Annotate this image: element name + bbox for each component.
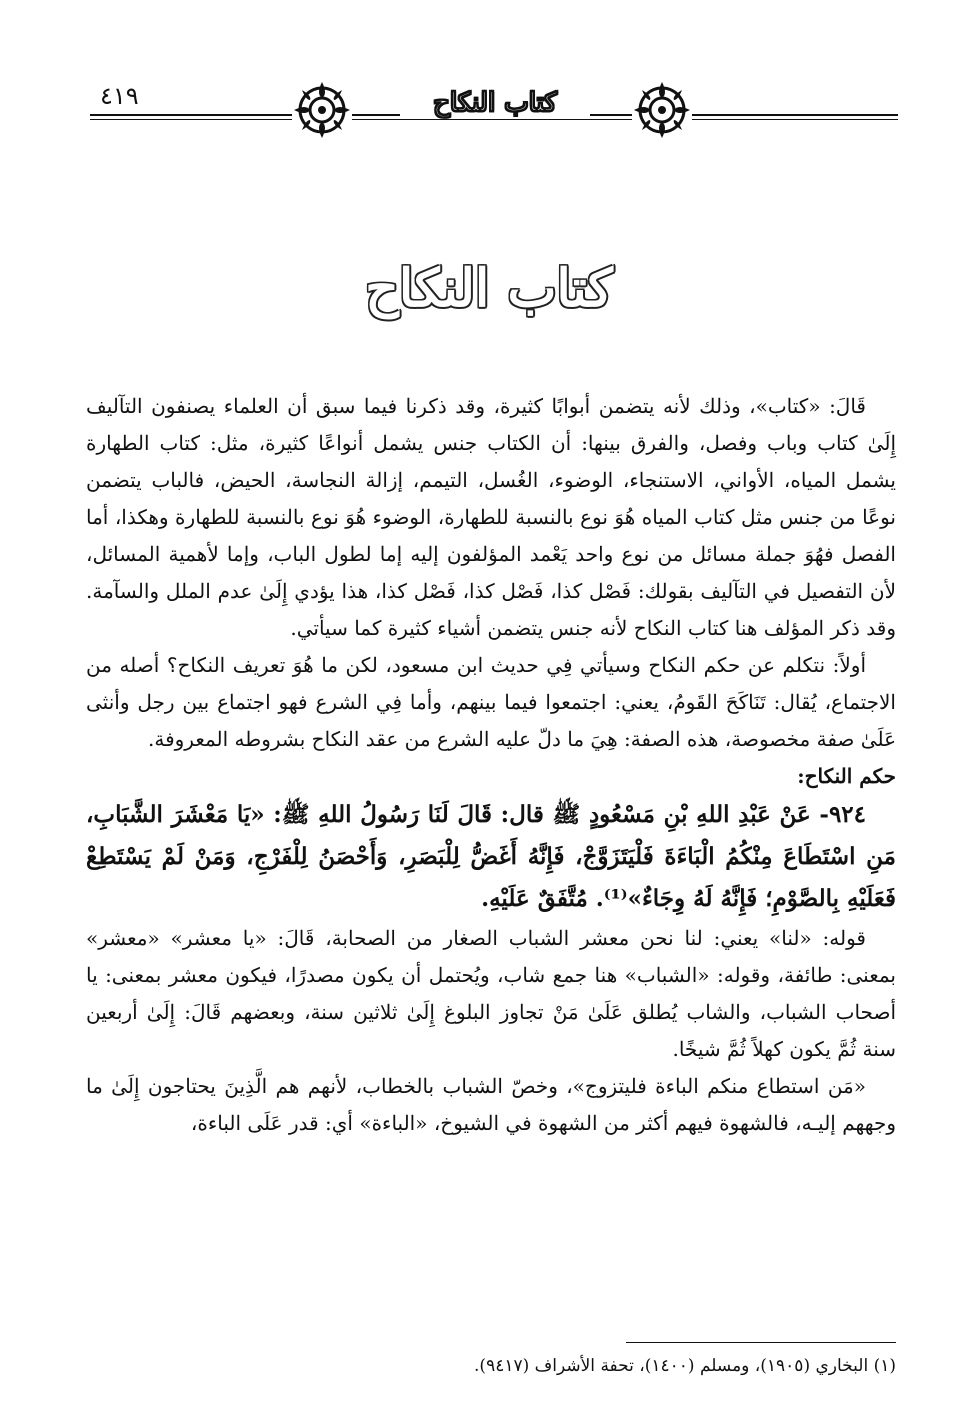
paragraph: أولاً: نتكلم عن حكم النكاح وسيأتي فِي حديث ابن مسعود، لكن ما هُوَ تعريف النكاح؟ أصله من الاجتماع، يُقال: تَنَاكَحَ القَومُ، يعني: اجتمعوا فيما بينهم، وأما فِي الشرع فهو اجتماع بين رجل وأنثى عَلَىٰ صفة مخصوصة، هذه الصفة: هِيَ ما دلّ عليه الشرع من عقد النكاح بشروطه المعروفة. xyxy=(86,653,896,751)
arabesque-ornament-icon xyxy=(630,78,694,142)
running-header xyxy=(90,70,898,150)
footnote-rule xyxy=(626,1342,896,1343)
body-text xyxy=(86,388,896,1142)
paragraph: قَالَ: «كتاب»، وذلك لأنه يتضمن أبوابًا كثيرة، وقد ذكرنا فيما سبق أن العلماء يصنفون التآليف إِلَىٰ كتاب وباب وفصل، والفرق بينها: أن الكتاب جنس يشمل أنواعًا كثيرة، مثل: كتاب الطهارة يشمل المياه، الأواني، الاستنجاء، الوضوء، الغُسل، التيمم، إزالة النجاسة، الحيض، فالباب يتضمن نوعًا من جنس مثل كتاب المياه هُوَ نوع بالنسبة للطهارة، الوضوء هُوَ نوع بالنسبة للطهارة وهكذا، أما الفصل فهُوَ جملة مسائل من نوع واحد يَعْمد المؤلفون إليه إما لطول الباب، وإما لأهمية المسائل، لأن التفصيل في التآليف بقولك: فَصْل كذا، فَصْل كذا، فَصْل كذا، هذا يؤدي إِلَىٰ عدم الملل والسآمة. وقد ذكر المؤلف هنا كتاب النكاح لأنه جنس يتضمن أشياء كثيرة كما سيأتي. xyxy=(86,394,896,640)
commentary-paragraph: «مَن استطاع منكم الباءة فليتزوج»، وخصّ الشباب بالخطاب، لأنهم هم الَّذِينَ يحتاجون إِلَىٰ ما وجههم إليـه، فالشهوة فيهم أكثر من الشهوة في الشيوخ، «الباءة» أي: قدر عَلَى الباءة، xyxy=(86,1074,896,1135)
footnote: (١) البخاري (١٩٠٥)، ومسلم (١٤٠٠)، تحفة الأشراف (٩٤١٧). xyxy=(474,1356,896,1376)
section-heading: حكم النكاح: xyxy=(797,764,896,788)
hadith-text: ٩٢٤- عَنْ عَبْدِ اللهِ بْنِ مَسْعُودٍ ﷺ قال: قَالَ لَنَا رَسُولُ اللهِ ﷺ: «يَا مَعْشَرَ الشَّبَابِ، مَنِ اسْتَطَاعَ مِنْكُمُ الْبَاءَةَ فَلْيَتَزَوَّجْ، فَإِنَّهُ أَغَضُّ لِلْبَصَرِ، وَأَحْصَنُ لِلْفَرْجِ، وَمَنْ لَمْ يَسْتَطِعْ فَعَلَيْهِ بِالصَّوْمِ؛ فَإِنَّهُ لَهُ وِجَاءٌ»⁽¹⁾. مُتَّفَقٌ عَلَيْهِ. xyxy=(86,801,896,912)
chapter-title: كتاب النكاح xyxy=(365,258,613,319)
page-number: ٤١٩ xyxy=(96,82,143,110)
commentary-paragraph: قوله: «لنا» يعني: لنا نحن معشر الشباب الصغار من الصحابة، قَالَ: «يا معشر» «معشر» بمعنى: طائفة، وقوله: «الشباب» هنا جمع شاب، ويُحتمل أن يكون مصدرًا، فيكون معشر بمعنى: يا أصحاب الشباب، والشاب يُطلق عَلَىٰ مَنْ تجاوز البلوغ إِلَىٰ ثلاثين سنة، وبعضهم قَالَ: إِلَىٰ أربعين سنة ثُمَّ يكون كهلاً ثُمَّ شيخًا. xyxy=(86,926,896,1061)
running-title: كتاب النكاح xyxy=(400,88,590,118)
arabesque-ornament-icon xyxy=(290,78,354,142)
header-rule-thin xyxy=(90,119,898,120)
